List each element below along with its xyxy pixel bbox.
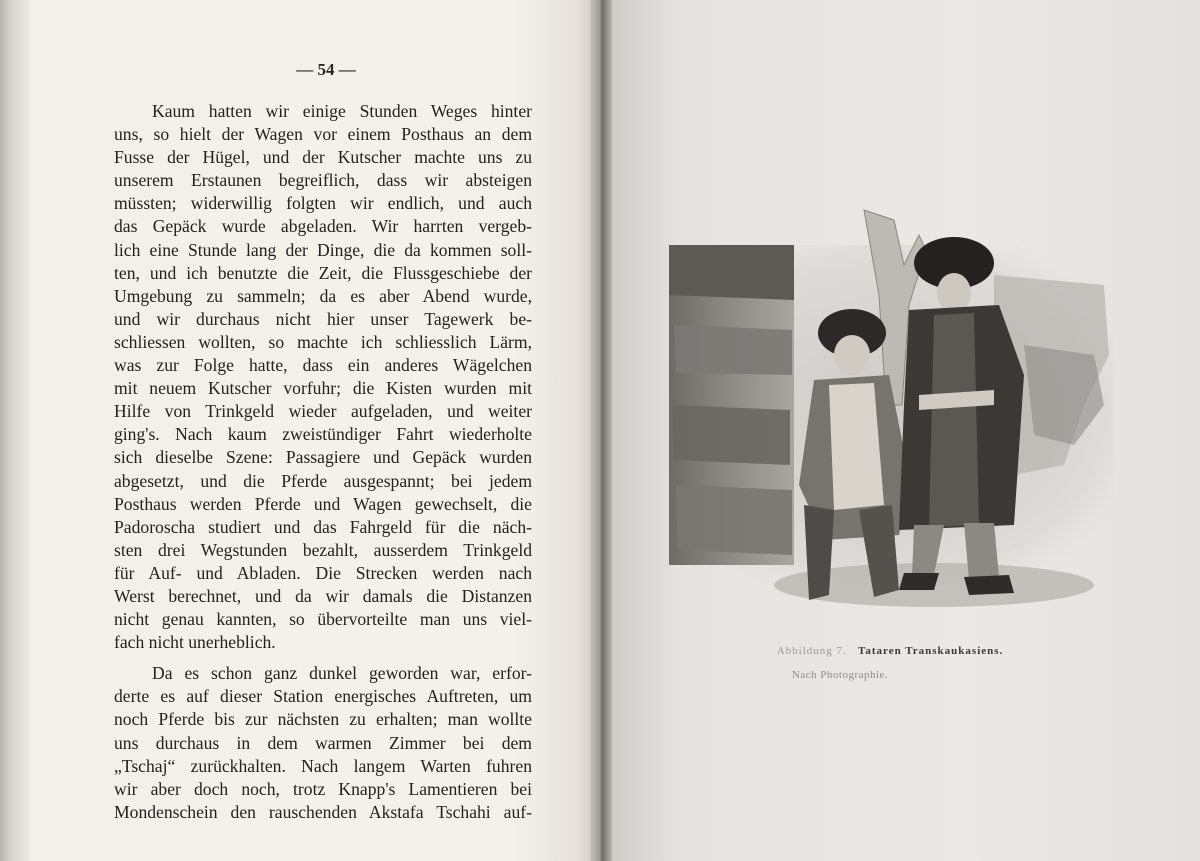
- text-line: für Auf- und Abladen. Die Strecken werden nach: [114, 562, 532, 583]
- page-number: — 54 —: [296, 60, 356, 79]
- figure-caption: [700, 645, 1080, 657]
- text-line: Umgebung zu sammeln; da es aber Abend wurde,: [114, 285, 532, 306]
- text-line: sten drei Wegstunden bezahlt, ausserdem Trinkgeld: [114, 539, 532, 560]
- text-line: Padoroscha studiert und das Fahrgeld für die näch-: [114, 516, 532, 537]
- text-line: sich dieselbe Szene: Passagiere und Gepäck wurden: [114, 447, 532, 468]
- text-line: mit neuem Kutscher vorfuhr; die Kisten wurden mit: [114, 378, 532, 399]
- text-line: was zur Folge hatte, dass ein anderes Wägelchen: [114, 355, 532, 376]
- text-line: und wir durchaus nicht hier unser Tagewerk be-: [114, 308, 532, 329]
- text-line: unserem Erstaunen begreiflich, dass wir absteigen: [114, 170, 532, 191]
- text-line: derte es auf dieser Station energisches Auftreten, um: [114, 686, 532, 707]
- text-line: uns durchaus in dem warmen Zimmer bei dem: [114, 732, 532, 753]
- engraving-image: [664, 205, 1114, 625]
- text-line: Da es schon ganz dunkel geworden war, erfor-: [152, 663, 532, 684]
- text-line: Fusse der Hügel, und der Kutscher machte uns zu: [114, 147, 532, 168]
- text-line: ging's. Nach kaum zweistündiger Fahrt wiederholte: [114, 424, 532, 445]
- body-text: [114, 100, 532, 824]
- text-line: Kaum hatten wir einige Stunden Weges hinter: [152, 101, 532, 121]
- figure-title: Tataren Transkaukasiens.: [858, 645, 1004, 657]
- text-line: lich eine Stunde lang der Dinge, die da kommen soll-: [114, 239, 532, 260]
- paragraph-2: [114, 662, 532, 824]
- text-line: abgesetzt, und die Pferde ausgespannt; bei jedem: [114, 470, 532, 491]
- text-line: nicht genau kannten, so übervorteilte man uns viel-: [114, 609, 532, 630]
- text-line: noch Pferde bis zur nächsten zu erhalten; man wollte: [114, 709, 532, 730]
- text-line: „Tschaj“ zurückhalten. Nach langem Warten fuhren: [114, 755, 532, 776]
- text-line: Mondenschein den rauschenden Akstafa Tschahi auf-: [114, 801, 532, 822]
- book-gutter: [590, 0, 612, 861]
- paragraph-1: [114, 100, 532, 654]
- text-line: Werst berechnet, und da wir damals die Distanzen: [114, 585, 532, 606]
- text-line: uns, so hielt der Wagen vor einem Posthaus an dem: [114, 124, 532, 145]
- text-line: ten, und ich benutzte die Zeit, die Flussgeschiebe der: [114, 262, 532, 283]
- figure-credit: Nach Photographie.: [791, 669, 889, 681]
- book-edge: [0, 0, 30, 861]
- text-line: Posthaus werden Pferde und Wagen gewechselt, die: [114, 493, 532, 514]
- illustration-tatars: [664, 205, 1114, 625]
- text-line: das Gepäck wurde abgeladen. Wir harrten vergeb-: [114, 216, 532, 237]
- text-line: müssten; widerwillig folgten wir endlich, und auch: [114, 193, 532, 214]
- text-line: fach nicht unerheblich.: [114, 632, 276, 653]
- text-line: wir aber doch noch, trotz Knapp's Lamentieren bei: [114, 778, 532, 799]
- figure-label: Abbildung 7.: [776, 645, 847, 657]
- text-line: schliessen wollten, so machte ich schliesslich Lärm,: [114, 331, 532, 352]
- text-line: Hilfe von Trinkgeld wieder aufgeladen, und weiter: [114, 401, 532, 422]
